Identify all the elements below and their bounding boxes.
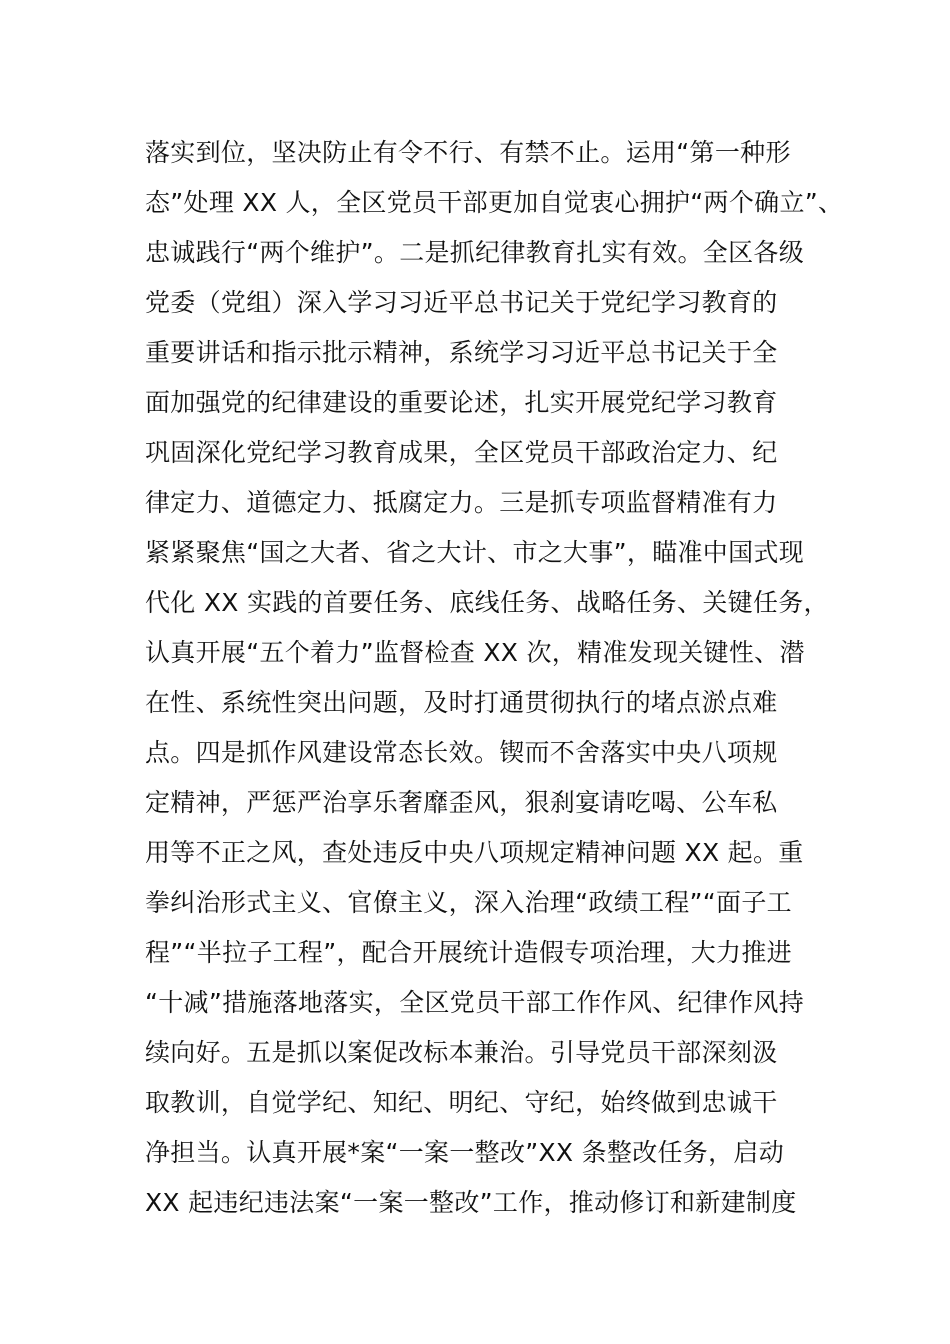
text-line: 用等不正之风，查处违反中央八项规定精神问题 XX 起。重 <box>145 838 804 867</box>
text-line: 党委（党组）深入学习习近平总书记关于党纪学习教育的 <box>145 288 778 317</box>
text-line: 落实到位，坚决防止有令不行、有禁不止。运用“第一种形 <box>145 138 791 167</box>
text-line: “十减”措施落地落实，全区党员干部工作作风、纪律作风持 <box>145 988 805 1017</box>
text-line: 净担当。认真开展*案“一案一整改”XX 条整改任务，启动 <box>145 1138 785 1167</box>
text-line: 定精神，严惩严治享乐奢靡歪风，狠刹宴请吃喝、公车私 <box>145 788 778 817</box>
text-line: 忠诚践行“两个维护”。二是抓纪律教育扎实有效。全区各级 <box>145 238 805 267</box>
text-line: 律定力、道德定力、抵腐定力。三是抓专项监督精准有力 <box>145 488 778 517</box>
text-line: 认真开展“五个着力”监督检查 XX 次，精准发现关键性、潜 <box>145 638 805 667</box>
text-line: 续向好。五是抓以案促改标本兼治。引导党员干部深刻汲 <box>145 1038 778 1067</box>
body-text <box>145 128 844 1228</box>
text-line: 面加强党的纪律建设的重要论述，扎实开展党纪学习教育 <box>145 388 778 417</box>
text-line: 态”处理 XX 人，全区党员干部更加自觉衷心拥护“两个确立”、 <box>145 188 844 217</box>
text-line: 巩固深化党纪学习教育成果，全区党员干部政治定力、纪 <box>145 438 778 467</box>
text-line: 点。四是抓作风建设常态长效。锲而不舍落实中央八项规 <box>145 738 778 767</box>
text-line: 在性、系统性突出问题，及时打通贯彻执行的堵点淤点难 <box>145 688 778 717</box>
text-line: 重要讲话和指示批示精神，系统学习习近平总书记关于全 <box>145 338 778 367</box>
text-line: XX 起违纪违法案“一案一整改”工作，推动修订和新建制度 <box>145 1188 797 1217</box>
text-line: 代化 XX 实践的首要任务、底线任务、战略任务、关键任务， <box>145 588 829 617</box>
text-line: 取教训，自觉学纪、知纪、明纪、守纪，始终做到忠诚干 <box>145 1088 778 1117</box>
text-line: 紧紧聚焦“国之大者、省之大计、市之大事”，瞄准中国式现 <box>145 538 805 567</box>
text-line: 程”“半拉子工程”，配合开展统计造假专项治理，大力推进 <box>145 938 792 967</box>
text-line: 拳纠治形式主义、官僚主义，深入治理“政绩工程”“面子工 <box>145 888 792 917</box>
